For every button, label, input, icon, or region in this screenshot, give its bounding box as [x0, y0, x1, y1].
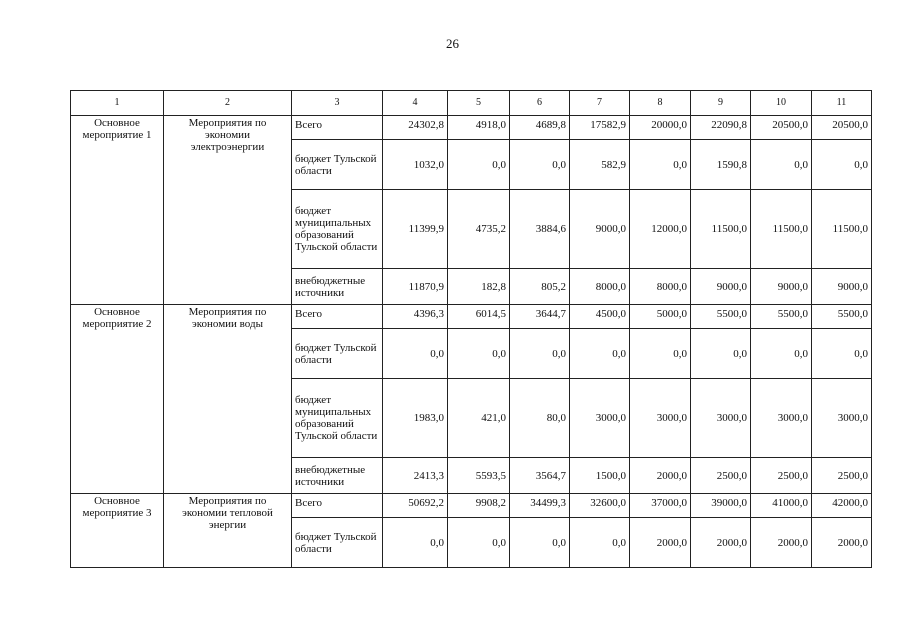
header-cell: 11	[812, 91, 872, 116]
amount-cell: 3000,0	[812, 379, 872, 458]
amount-cell: 11500,0	[751, 190, 812, 269]
page-number: 26	[446, 36, 459, 51]
header-cell: 10	[751, 91, 812, 116]
amount-cell: 0,0	[630, 140, 691, 190]
amount-cell: 1983,0	[383, 379, 448, 458]
table-row	[71, 494, 872, 518]
amount-cell: 2500,0	[691, 458, 751, 494]
amount-cell: 4735,2	[448, 190, 510, 269]
amount-cell: 0,0	[510, 518, 570, 568]
event-name: Основное мероприятие 2	[71, 305, 164, 494]
amount-cell: 22090,8	[691, 116, 751, 140]
amount-cell: 0,0	[510, 140, 570, 190]
header-cell: 9	[691, 91, 751, 116]
funding-source: Всего	[292, 305, 383, 329]
amount-cell: 0,0	[751, 140, 812, 190]
amount-cell: 8000,0	[570, 269, 630, 305]
amount-cell: 20000,0	[630, 116, 691, 140]
amount-cell: 3884,6	[510, 190, 570, 269]
header-row	[71, 91, 872, 116]
amount-cell: 0,0	[570, 518, 630, 568]
amount-cell: 9000,0	[570, 190, 630, 269]
measure-name: Мероприятия по экономии воды	[164, 305, 292, 494]
amount-cell: 0,0	[691, 329, 751, 379]
amount-cell: 2000,0	[630, 518, 691, 568]
amount-cell: 0,0	[812, 329, 872, 379]
amount-cell: 4396,3	[383, 305, 448, 329]
amount-cell: 5500,0	[691, 305, 751, 329]
amount-cell: 2500,0	[751, 458, 812, 494]
funding-source: бюджет муниципальных образований Тульской области	[292, 379, 383, 458]
amount-cell: 6014,5	[448, 305, 510, 329]
amount-cell: 1032,0	[383, 140, 448, 190]
amount-cell: 4689,8	[510, 116, 570, 140]
amount-cell: 50692,2	[383, 494, 448, 518]
funding-source: внебюджетные источники	[292, 458, 383, 494]
funding-source: бюджет муниципальных образований Тульской области	[292, 190, 383, 269]
table-row	[71, 305, 872, 329]
amount-cell: 17582,9	[570, 116, 630, 140]
amount-cell: 5593,5	[448, 458, 510, 494]
amount-cell: 3564,7	[510, 458, 570, 494]
amount-cell: 582,9	[570, 140, 630, 190]
amount-cell: 0,0	[448, 518, 510, 568]
amount-cell: 42000,0	[812, 494, 872, 518]
header-cell: 8	[630, 91, 691, 116]
amount-cell: 39000,0	[691, 494, 751, 518]
amount-cell: 5500,0	[751, 305, 812, 329]
amount-cell: 3644,7	[510, 305, 570, 329]
header-cell: 7	[570, 91, 630, 116]
funding-source: бюджет Тульской области	[292, 329, 383, 379]
amount-cell: 3000,0	[691, 379, 751, 458]
funding-source: Всего	[292, 116, 383, 140]
header-cell: 3	[292, 91, 383, 116]
amount-cell: 1590,8	[691, 140, 751, 190]
amount-cell: 0,0	[812, 140, 872, 190]
amount-cell: 2000,0	[751, 518, 812, 568]
header-cell: 5	[448, 91, 510, 116]
amount-cell: 9000,0	[751, 269, 812, 305]
event-name: Основное мероприятие 1	[71, 116, 164, 305]
amount-cell: 9908,2	[448, 494, 510, 518]
amount-cell: 3000,0	[630, 379, 691, 458]
amount-cell: 2413,3	[383, 458, 448, 494]
amount-cell: 37000,0	[630, 494, 691, 518]
amount-cell: 5500,0	[812, 305, 872, 329]
amount-cell: 2500,0	[812, 458, 872, 494]
header-cell: 2	[164, 91, 292, 116]
amount-cell: 0,0	[383, 518, 448, 568]
amount-cell: 8000,0	[630, 269, 691, 305]
amount-cell: 3000,0	[570, 379, 630, 458]
funding-source: бюджет Тульской области	[292, 518, 383, 568]
amount-cell: 0,0	[383, 329, 448, 379]
table-row	[71, 116, 872, 140]
amount-cell: 0,0	[570, 329, 630, 379]
amount-cell: 32600,0	[570, 494, 630, 518]
amount-cell: 182,8	[448, 269, 510, 305]
amount-cell: 9000,0	[812, 269, 872, 305]
measure-name: Мероприятия по экономии электроэнергии	[164, 116, 292, 305]
amount-cell: 11500,0	[812, 190, 872, 269]
amount-cell: 80,0	[510, 379, 570, 458]
funding-source: Всего	[292, 494, 383, 518]
amount-cell: 41000,0	[751, 494, 812, 518]
funding-table	[70, 90, 872, 568]
amount-cell: 1500,0	[570, 458, 630, 494]
amount-cell: 24302,8	[383, 116, 448, 140]
amount-cell: 805,2	[510, 269, 570, 305]
amount-cell: 34499,3	[510, 494, 570, 518]
amount-cell: 0,0	[448, 140, 510, 190]
amount-cell: 0,0	[630, 329, 691, 379]
amount-cell: 2000,0	[691, 518, 751, 568]
amount-cell: 0,0	[751, 329, 812, 379]
amount-cell: 4918,0	[448, 116, 510, 140]
amount-cell: 11870,9	[383, 269, 448, 305]
amount-cell: 2000,0	[812, 518, 872, 568]
amount-cell: 20500,0	[751, 116, 812, 140]
amount-cell: 12000,0	[630, 190, 691, 269]
amount-cell: 3000,0	[751, 379, 812, 458]
amount-cell: 0,0	[448, 329, 510, 379]
amount-cell: 421,0	[448, 379, 510, 458]
funding-source: бюджет Тульской области	[292, 140, 383, 190]
header-cell: 4	[383, 91, 448, 116]
amount-cell: 11399,9	[383, 190, 448, 269]
amount-cell: 11500,0	[691, 190, 751, 269]
header-cell: 1	[71, 91, 164, 116]
funding-source: внебюджетные источники	[292, 269, 383, 305]
amount-cell: 9000,0	[691, 269, 751, 305]
amount-cell: 20500,0	[812, 116, 872, 140]
measure-name: Мероприятия по экономии тепловой энергии	[164, 494, 292, 568]
header-cell: 6	[510, 91, 570, 116]
amount-cell: 5000,0	[630, 305, 691, 329]
amount-cell: 0,0	[510, 329, 570, 379]
amount-cell: 2000,0	[630, 458, 691, 494]
amount-cell: 4500,0	[570, 305, 630, 329]
event-name: Основное мероприятие 3	[71, 494, 164, 568]
